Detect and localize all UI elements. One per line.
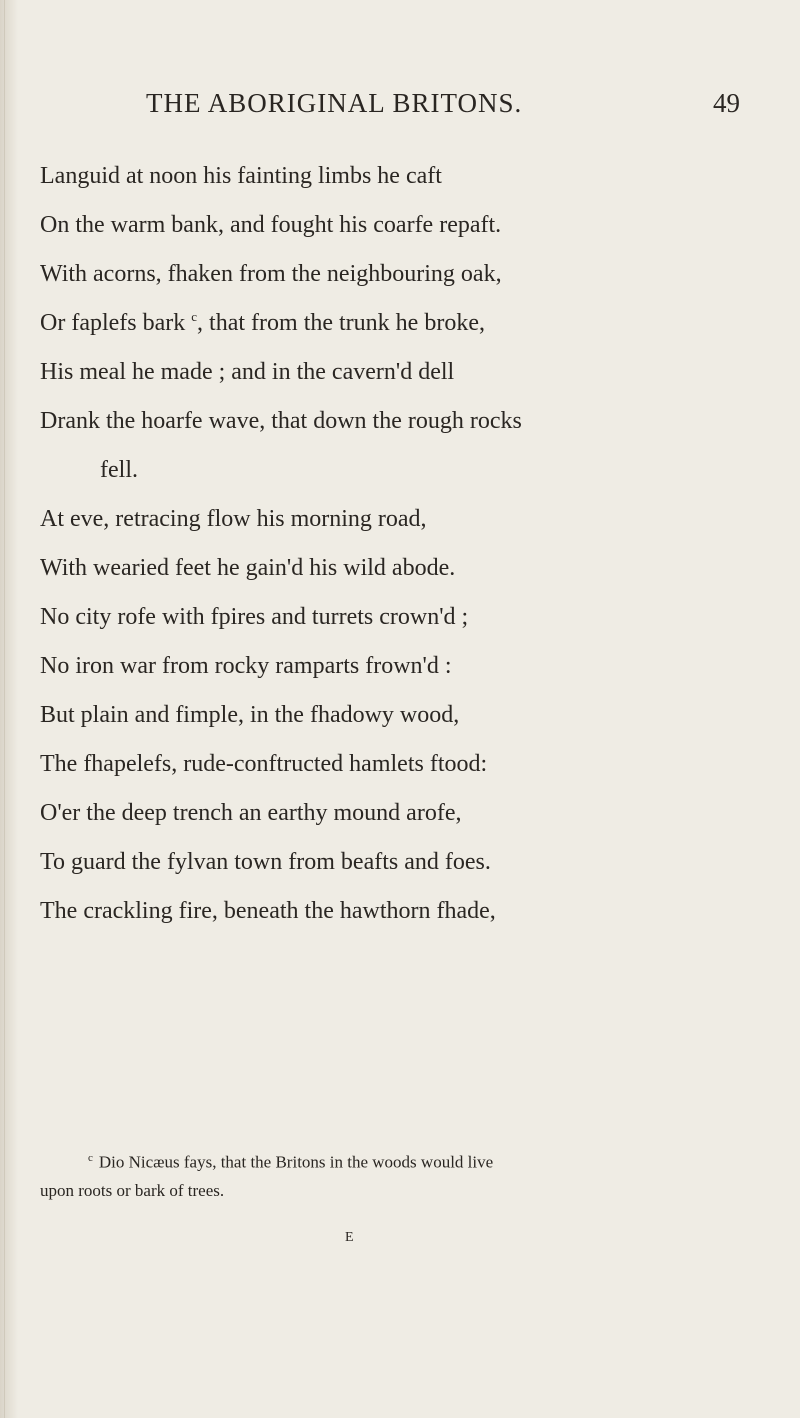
verse-line: O'er the deep trench an earthy mound arofe, (40, 800, 462, 826)
verse-line: On the warm bank, and fought his coarfe repaft. (40, 212, 502, 238)
page-number: 49 (713, 88, 740, 118)
verse-line-continuation: fell. (100, 457, 138, 483)
running-head (140, 88, 750, 128)
verse-line: No city rofe with fpires and turrets crown'd ; (40, 604, 469, 630)
verse-line: With acorns, fhaken from the neighbouring oak, (40, 261, 502, 287)
footnote-line: upon roots or bark of trees. (40, 1180, 225, 1200)
verse-line: At eve, retracing flow his morning road, (40, 506, 427, 532)
verse-line: Or faplefs bark $^c$, that from the trunk he broke, (40, 309, 485, 336)
verse-line: But plain and fimple, in the fhadowy wood, (40, 702, 460, 728)
verse-line: His meal he made ; and in the cavern'd dell (40, 359, 455, 385)
footnote-reference[interactable]: c (191, 309, 198, 324)
footnote (40, 1144, 780, 1205)
verse-block (40, 152, 780, 936)
verse-line: No iron war from rocky ramparts frown'd : (40, 653, 452, 679)
verse-line: The crackling fire, beneath the hawthorn fhade, (40, 898, 496, 924)
footnote-marker: c (88, 1152, 93, 1164)
binding-line (4, 0, 5, 1418)
verse-line: Languid at noon his fainting limbs he caft (40, 163, 442, 189)
verse-line: The fhapelefs, rude-conftructed hamlets ftood: (40, 751, 488, 777)
verse-line: To guard the fylvan town from beafts and foes. (40, 849, 491, 875)
footnote-line: $^c$ Dio Nicæus fays, that the Britons in the woods would live (88, 1152, 494, 1172)
verse-line: With wearied feet he gain'd his wild abode. (40, 555, 456, 581)
signature-mark: E (345, 1230, 354, 1245)
page-header-title: THE ABORIGINAL BRITONS. (146, 88, 523, 118)
page-edge (0, 0, 18, 1418)
verse-line: Drank the hoarfe wave, that down the rough rocks (40, 408, 522, 434)
